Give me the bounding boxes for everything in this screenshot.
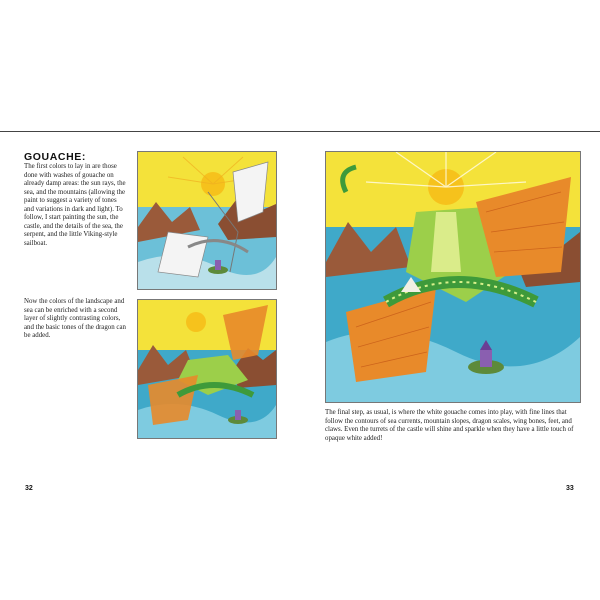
page-number-right: 33 (566, 485, 574, 492)
paragraph-second-layer: Now the colors of the landscape and sea can be enriched with a second layer of slightly contrasting colors, and the basic tones of the dragon can be added. (24, 298, 126, 339)
paragraph-washes: The first colors to lay in are those done with washes of gouache on already damp areas: the sun rays, the sea, and the mountains (allowing the paint to suggest a variety of tones and variations in dark and light). To follow, I start painting the sun, the castle, and the details of the sea, the serpent, and the little Viking-style sailboat. (24, 163, 126, 247)
header-rule (0, 131, 600, 132)
page-number-left: 32 (25, 485, 33, 492)
illustration-step-1 (137, 151, 277, 290)
section-heading: GOUACHE: (24, 151, 86, 163)
paragraph-final-step: The final step, as usual, is where the white gouache comes into play, with fine lines that follow the contours of sea currents, mountain slopes, dragon scales, wing bones, feet, and claws. Even the turrets of the castle will shine and sparkle when they have a little touch of opaque white added! (325, 409, 574, 442)
illustration-step-2 (137, 299, 277, 439)
illustration-final (325, 151, 581, 403)
